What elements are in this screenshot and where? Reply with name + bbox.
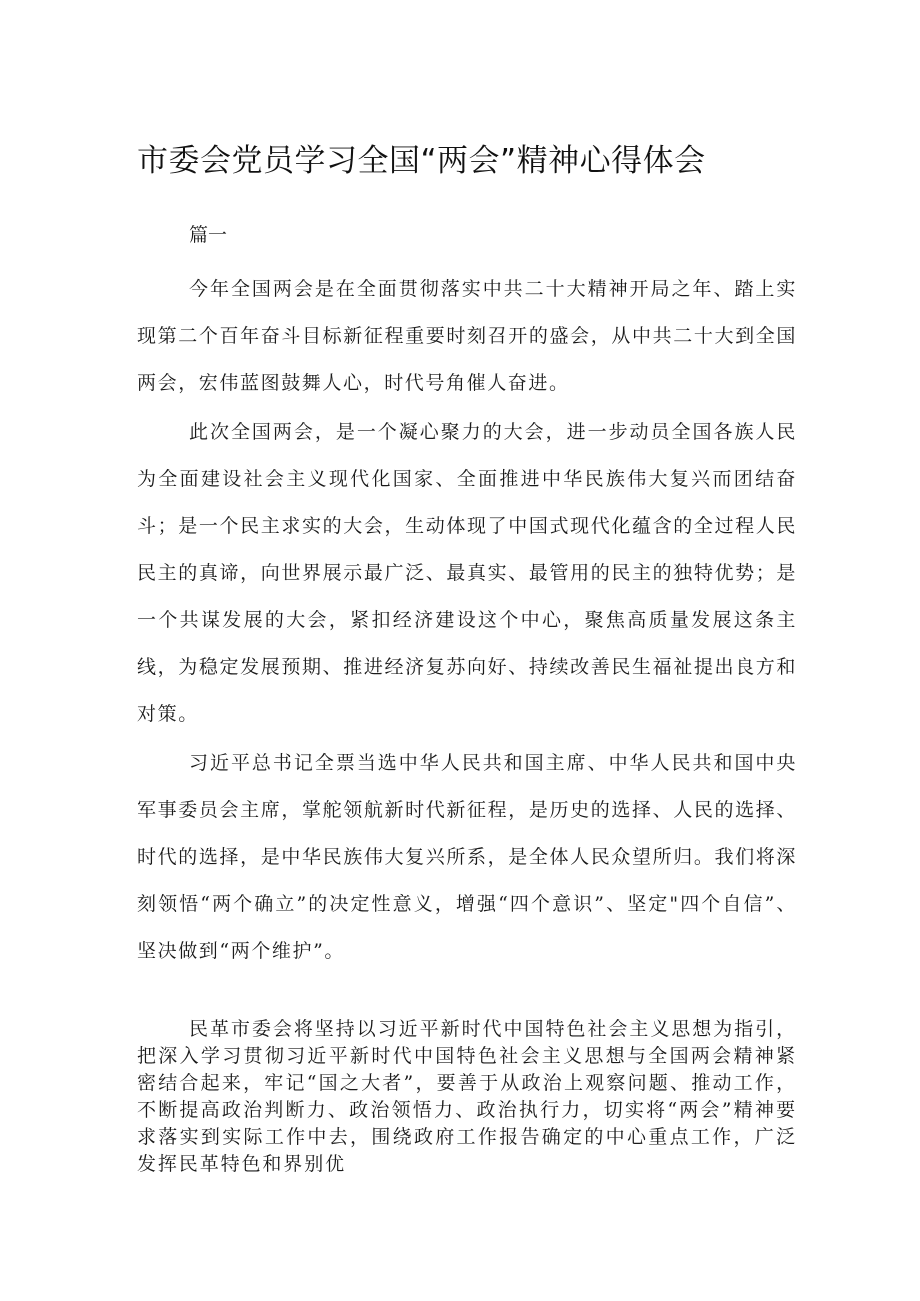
paragraph: 民革市委会将坚持以习近平新时代中国特色社会主义思想为指引，把深入学习贯彻习近平新时代中国特色社会主义思想与全国两会精神紧密结合起来，牢记“国之大者”，要善于从政治上观察问题、推动工作，不断提高政治判断力、政治领悟力、政治执行力，切实将“两会”精神要求落实到实际工作中去，围绕政府工作报告确定的中心重点工作，广泛发挥民革特色和界别优 bbox=[137, 1018, 797, 1175]
paragraph: 此次全国两会，是一个凝心聚力的大会，进一步动员全国各族人民为全面建设社会主义现代化国家、全面推进中华民族伟大复兴而团结奋斗；是一个民主求实的大会，生动体现了中国式现代化蕴含的全过程人民民主的真谛，向世界展示最广泛、最真实、最管用的民主的独特优势；是一个共谋发展的大会，紧扣经济建设这个中心，聚焦高质量发展这条主线，为稳定发展预期、推进经济复苏向好、持续改善民生福祉提出良方和对策。 bbox=[137, 421, 797, 725]
paragraph: 今年全国两会是在全面贯彻落实中共二十大精神开局之年、踏上实现第二个百年奋斗目标新征程重要时刻召开的盛会，从中共二十大到全国两会，宏伟蓝图鼓舞人心，时代号角催人奋进。 bbox=[137, 278, 797, 394]
document-title: 市委会党员学习全国“两会”精神心得体会 bbox=[137, 143, 706, 179]
paragraph: 习近平总书记全票当选中华人民共和国主席、中华人民共和国中央军事委员会主席，掌舵领航新时代新征程，是历史的选择、人民的选择、时代的选择，是中华民族伟大复兴所系，是全体人民众望所归。我们将深刻领悟“两个确立”的决定性意义，增强“四个意识”、坚定"四个自信”、坚决做到“两个维护”。 bbox=[137, 752, 797, 962]
section-label: 篇一 bbox=[189, 224, 228, 246]
